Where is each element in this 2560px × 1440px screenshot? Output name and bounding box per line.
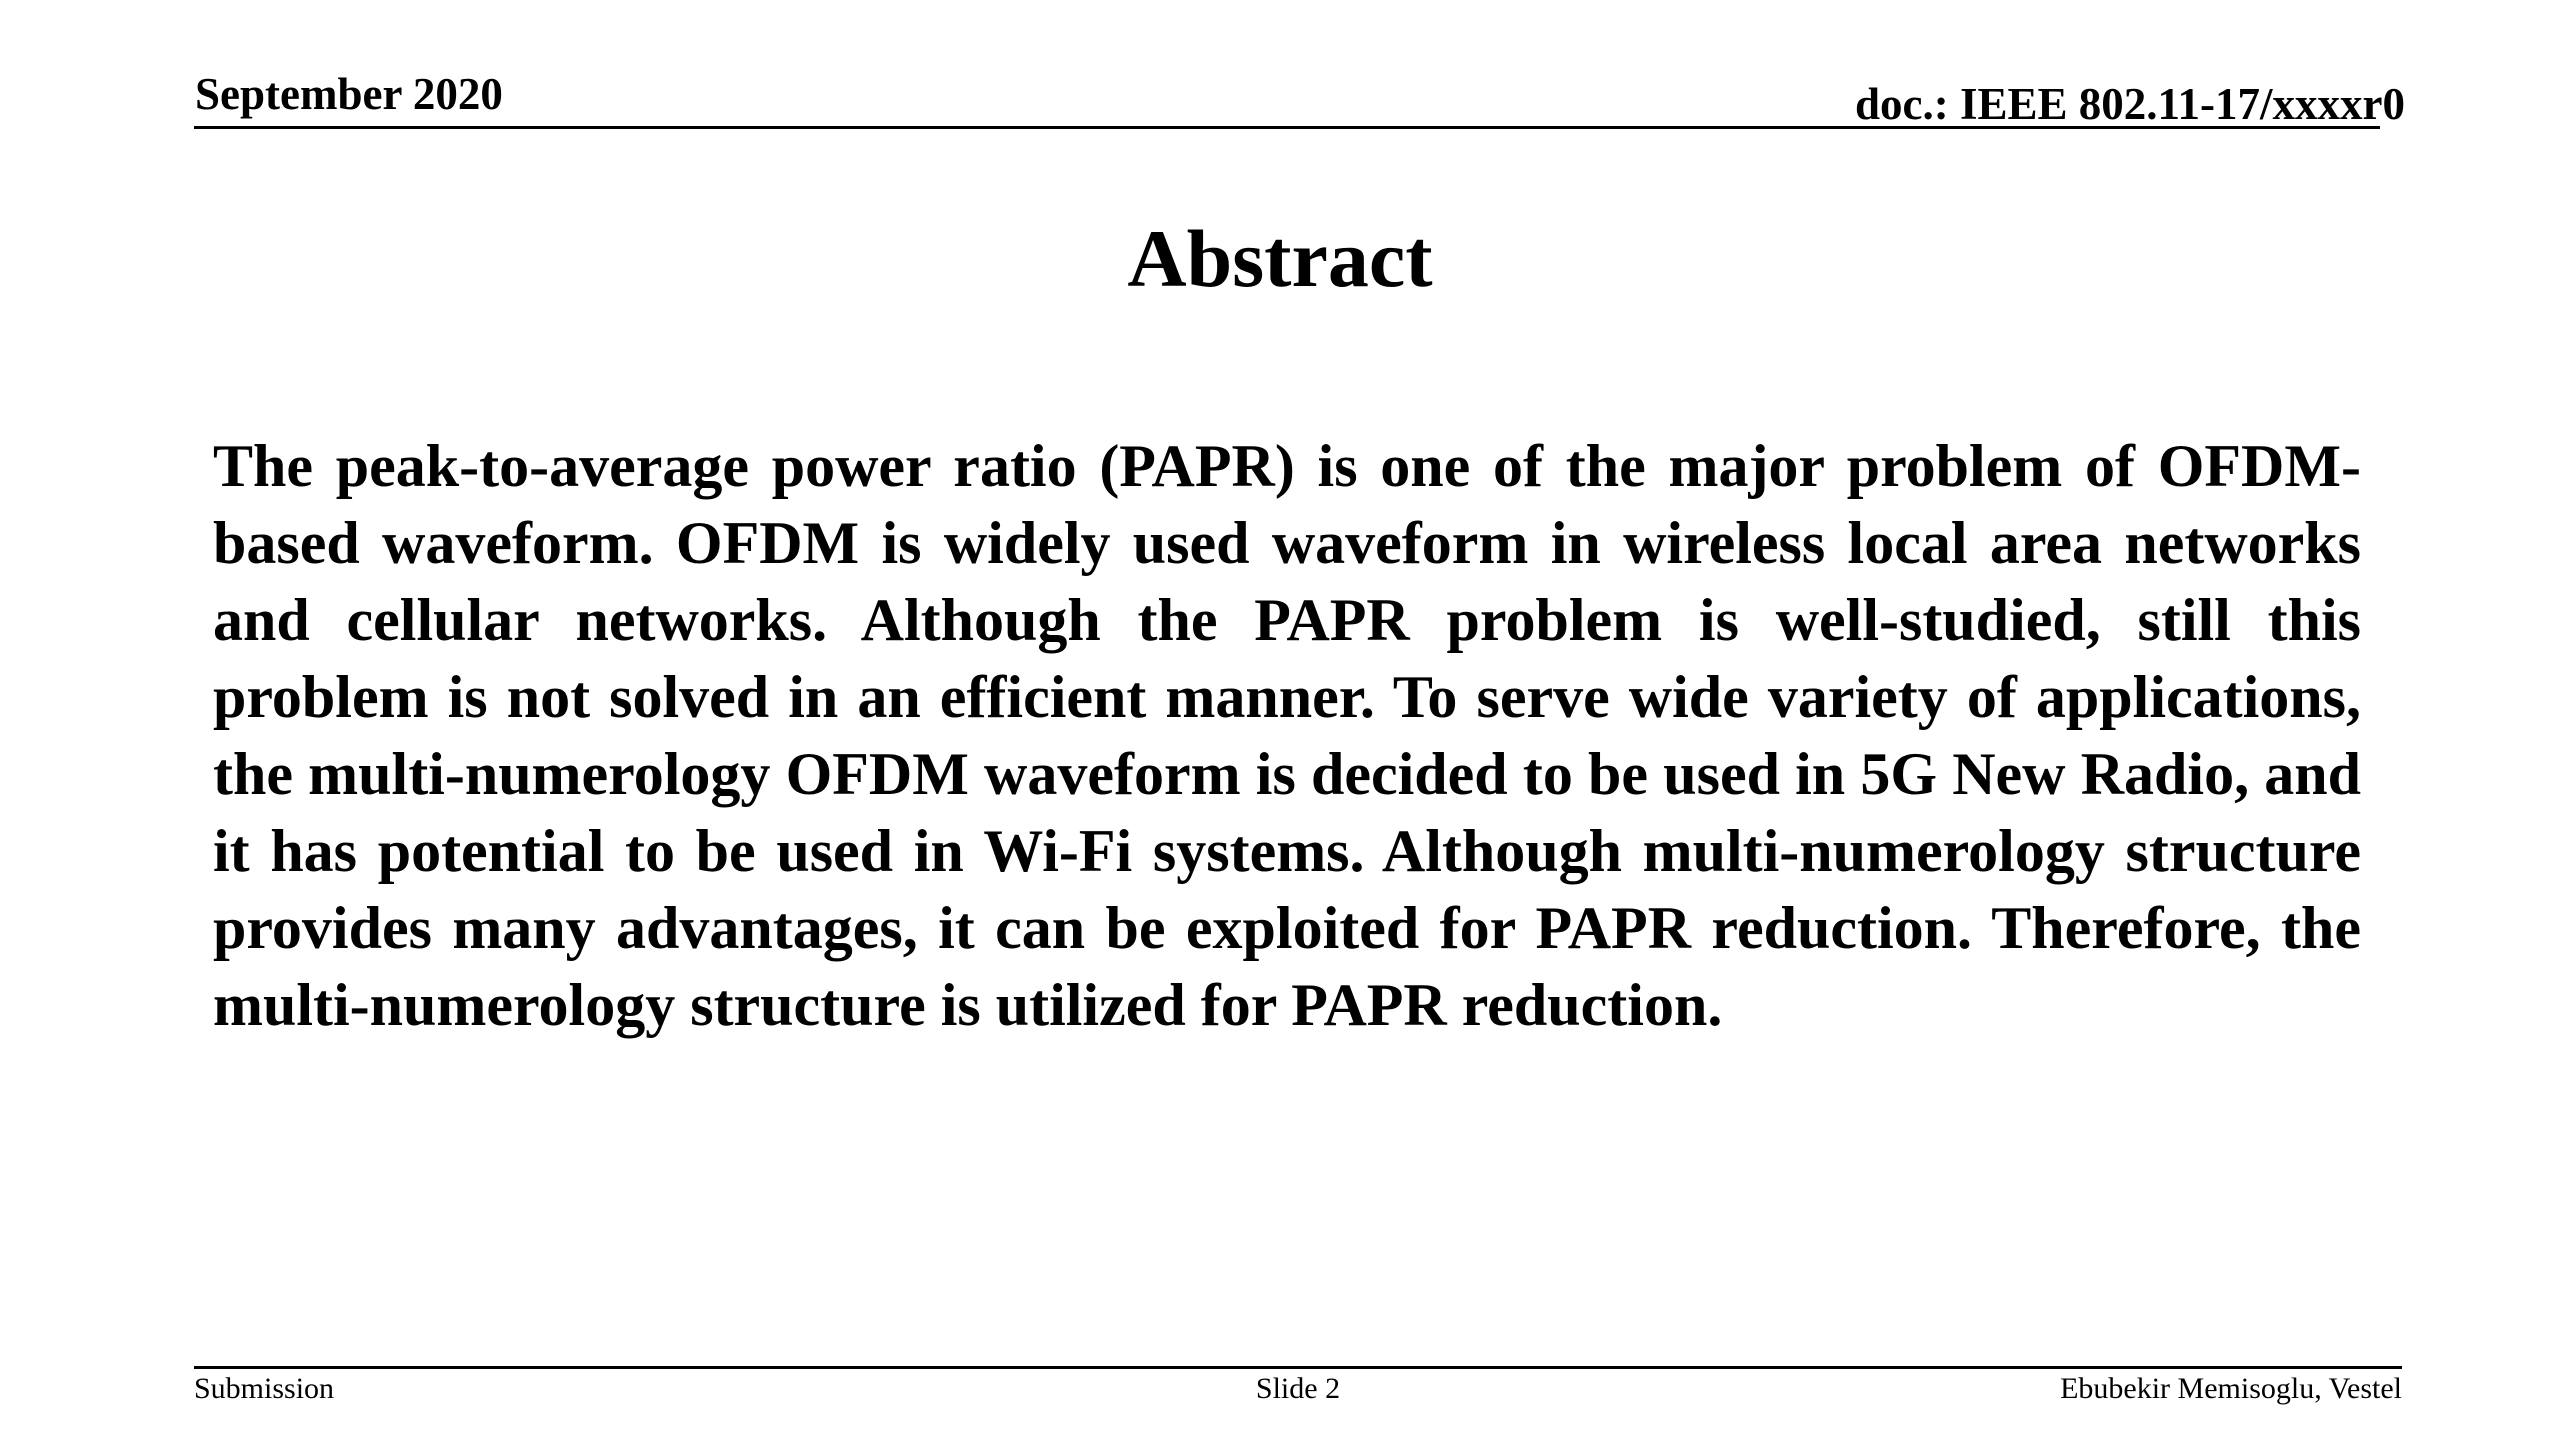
footer-author: Ebubekir Memisoglu, Vestel [2060, 1372, 2402, 1405]
header-date: September 2020 [195, 69, 503, 119]
footer-submission: Submission [194, 1372, 335, 1405]
abstract-body: The peak-to-average power ratio (PAPR) is one of the major problem of OFDM-based waveform. OFDM is widely used waveform in wireless local area networks and cellular networks. Although the PAPR problem is well-studied, still this problem is not solved in an efficient manner. To serve wide variety of applications, the multi-numerology OFDM waveform is decided to be used in 5G New Radio, and it has potential to be used in Wi-Fi systems. Although multi-numerology structure provides many advantages, it can be exploited for PAPR reduction. Therefore, the multi-numerology structure is utilized for PAPR reduction. [213, 433, 2361, 1038]
header-doc-id: doc.: IEEE 802.11-17/xxxxr0 [1854, 79, 2405, 129]
footer-divider [194, 1366, 2402, 1369]
footer-slide-number: Slide 2 [1255, 1372, 1341, 1405]
header-divider [194, 126, 2380, 129]
slide-title: Abstract [1127, 213, 1433, 304]
